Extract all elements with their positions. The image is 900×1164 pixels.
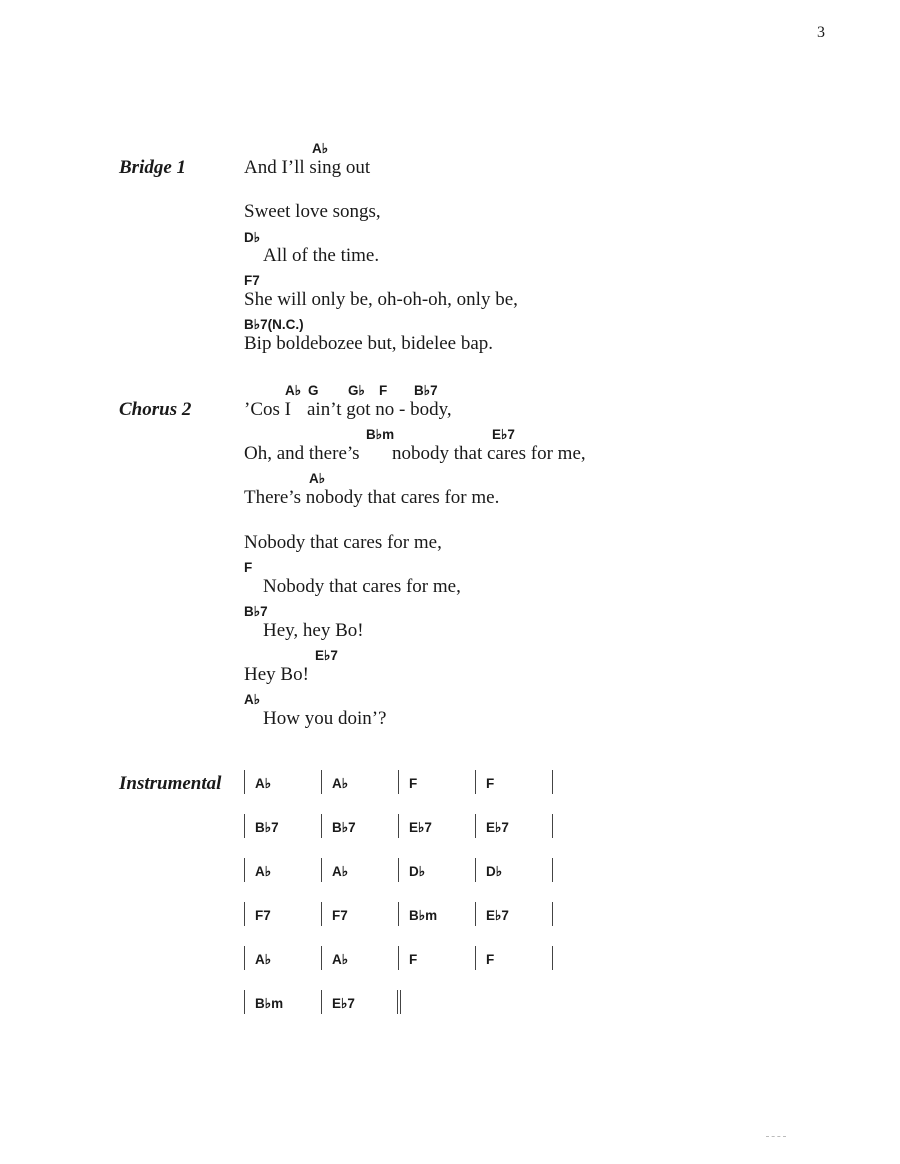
- measure-chord: B♭m: [409, 908, 438, 923]
- chord: B♭m: [366, 427, 395, 442]
- barline: [552, 946, 553, 970]
- measure-chord: A♭: [332, 864, 349, 879]
- measure-chord: A♭: [255, 776, 272, 791]
- chord: A♭: [244, 692, 261, 707]
- section-label-bridge-1: Bridge 1: [119, 157, 187, 178]
- barline: [475, 814, 476, 838]
- barline: [321, 990, 322, 1014]
- measure-chord: F: [486, 952, 495, 967]
- barline: [244, 902, 245, 926]
- barline: [398, 858, 399, 882]
- lyric-line: All of the time.: [263, 245, 380, 266]
- chord: G: [308, 383, 319, 398]
- lyric-line: Nobody that cares for me,: [244, 532, 442, 553]
- chord: A♭: [312, 141, 329, 156]
- measure-chord: E♭7: [409, 820, 432, 835]
- measure-chord: B♭m: [255, 996, 284, 1011]
- lyric-line: How you doin’?: [263, 708, 387, 729]
- lyric-line: And I’ll sing out: [244, 157, 371, 178]
- lyric-line: Oh, and there’s: [244, 443, 360, 464]
- lyric-line: She will only be, oh-oh-oh, only be,: [244, 289, 518, 310]
- barline: [398, 814, 399, 838]
- lyric-line: Bip boldebozee but, bidelee bap.: [244, 333, 494, 354]
- chord: A♭: [285, 383, 302, 398]
- measure-chord: A♭: [255, 952, 272, 967]
- chord: E♭7: [492, 427, 515, 442]
- barline: [552, 770, 553, 794]
- chord: E♭7: [315, 648, 338, 663]
- measure-chord: E♭7: [332, 996, 355, 1011]
- chord: F: [244, 560, 253, 575]
- barline: [244, 990, 245, 1014]
- lyric-line: ’Cos I: [244, 399, 291, 420]
- measure-chord: E♭7: [486, 908, 509, 923]
- barline: [475, 858, 476, 882]
- barline: [244, 814, 245, 838]
- chord: G♭: [348, 383, 365, 398]
- final-double-barline: [397, 990, 401, 1014]
- barline: [321, 946, 322, 970]
- measure-chord: A♭: [332, 952, 349, 967]
- lyric-line: nobody that cares for me,: [392, 443, 586, 464]
- footer-mark: [766, 1136, 786, 1138]
- lyric-line: There’s nobody that cares for me.: [244, 487, 500, 508]
- page-number: 3: [817, 24, 825, 41]
- section-label-chorus-2: Chorus 2: [119, 399, 192, 420]
- barline: [552, 902, 553, 926]
- barline: [398, 946, 399, 970]
- barline: [475, 902, 476, 926]
- measure-chord: E♭7: [486, 820, 509, 835]
- barline: [552, 814, 553, 838]
- section-label-instrumental: Instrumental: [119, 773, 222, 794]
- barline: [475, 770, 476, 794]
- lyric-line: Hey, hey Bo!: [263, 620, 364, 641]
- chord: B♭7(N.C.): [244, 317, 304, 332]
- lyric-line: Nobody that cares for me,: [263, 576, 461, 597]
- measure-chord: F7: [332, 908, 348, 923]
- barline: [321, 770, 322, 794]
- lyric-line: ain’t got no - body,: [307, 399, 452, 420]
- chord: F: [379, 383, 388, 398]
- measure-chord: F: [409, 952, 418, 967]
- chord: F7: [244, 273, 260, 288]
- chord: B♭7: [414, 383, 438, 398]
- barline: [398, 902, 399, 926]
- measure-chord: D♭: [486, 864, 503, 879]
- measure-chord: B♭7: [255, 820, 279, 835]
- lyric-line: Hey Bo!: [244, 664, 309, 685]
- measure-chord: F: [409, 776, 418, 791]
- measure-chord: B♭7: [332, 820, 356, 835]
- measure-chord: A♭: [255, 864, 272, 879]
- barline: [321, 902, 322, 926]
- barline: [552, 858, 553, 882]
- barline: [321, 814, 322, 838]
- barline: [475, 946, 476, 970]
- measure-chord: A♭: [332, 776, 349, 791]
- chord: A♭: [309, 471, 326, 486]
- barline: [244, 858, 245, 882]
- measure-chord: D♭: [409, 864, 426, 879]
- measure-chord: F7: [255, 908, 271, 923]
- lyric-line: Sweet love songs,: [244, 201, 381, 222]
- chord: B♭7: [244, 604, 268, 619]
- barline: [244, 946, 245, 970]
- barline: [244, 770, 245, 794]
- barline: [321, 858, 322, 882]
- measure-chord: F: [486, 776, 495, 791]
- barline: [398, 770, 399, 794]
- chord: D♭: [244, 230, 261, 245]
